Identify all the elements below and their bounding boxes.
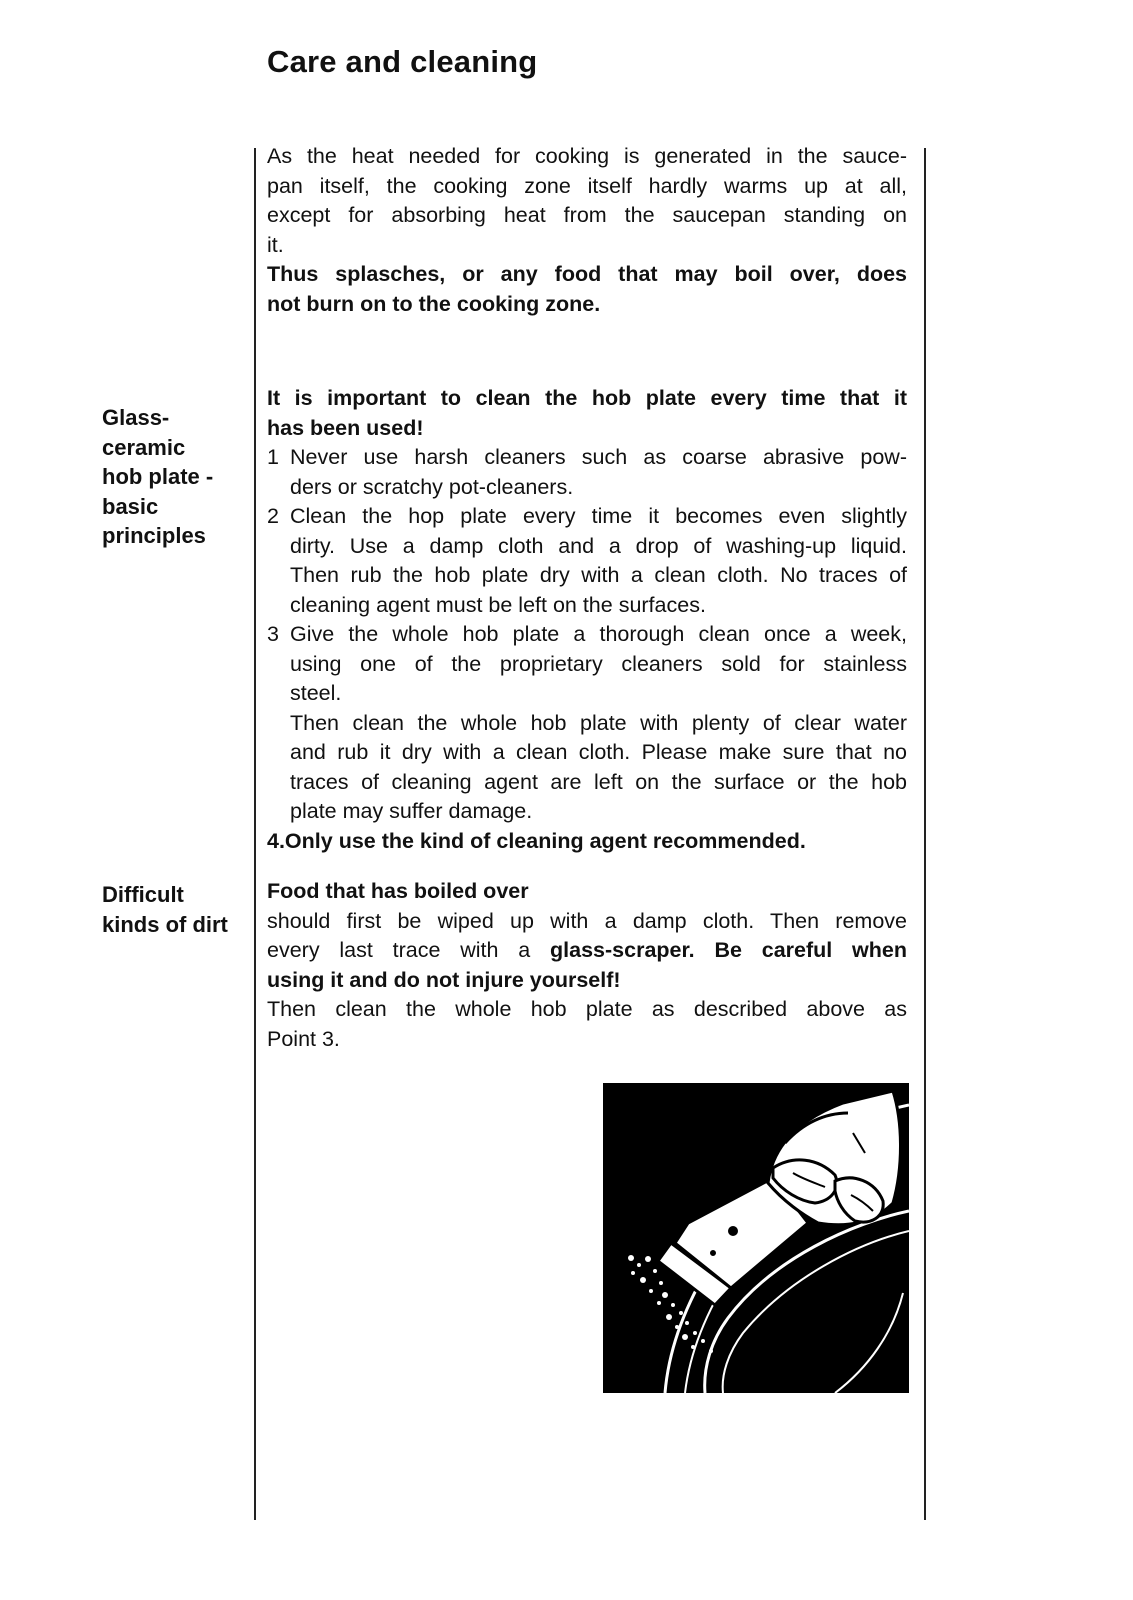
paragraph-line: Point 3. bbox=[267, 1026, 340, 1051]
intro-bold-line: not burn on to the cooking zone. bbox=[267, 291, 601, 316]
glass-scraper-warning: glass-scraper. Be careful when bbox=[550, 938, 907, 962]
intro-paragraph bbox=[267, 142, 907, 319]
paragraph-line: every last trace with a glass-scraper. Be careful when bbox=[267, 938, 907, 962]
glass-scraper-illustration-icon bbox=[603, 1083, 909, 1393]
page-title: Care and cleaning bbox=[267, 44, 538, 79]
list-item-4: 4.Only use the kind of cleaning agent recommended. bbox=[267, 828, 806, 853]
left-column-rule bbox=[254, 148, 256, 1520]
warning-line: using it and do not injure yourself! bbox=[267, 967, 621, 992]
section-heading-line: has been used! bbox=[267, 415, 424, 440]
glass-scraper-illustration bbox=[603, 1083, 909, 1393]
glass-ceramic-section bbox=[267, 384, 907, 856]
intro-bold-line: Thus splasches, or any food that may boil over, does bbox=[267, 262, 907, 286]
side-label-glass-ceramic: Glass- ceramic hob plate - basic principles bbox=[102, 405, 214, 548]
list-item-number: 3 bbox=[267, 622, 279, 646]
section-heading: Food that has boiled over bbox=[267, 879, 529, 903]
intro-line: As the heat needed for cooking is generated in the sauce- bbox=[267, 144, 907, 168]
intro-line: except for absorbing heat from the saucepan standing on bbox=[267, 203, 907, 227]
intro-line: it. bbox=[267, 232, 284, 257]
difficult-dirt-section bbox=[267, 877, 907, 1054]
section-heading-line: It is important to clean the hob plate every time that it bbox=[267, 386, 907, 410]
list-item-number: 2 bbox=[267, 504, 279, 528]
side-label-difficult-dirt: Difficult kinds of dirt bbox=[102, 882, 228, 937]
list-item-2: 2 Clean the hop plate every time it becomes even slightly dirty. Use a damp cloth and a drop of washing-up liquid. Then rub the hob plate dry with a clean cloth. No traces of cleaning agent must be left on the surfaces. bbox=[267, 504, 907, 617]
paragraph-line: should first be wiped up with a damp cloth. Then remove bbox=[267, 908, 907, 933]
intro-line: pan itself, the cooking zone itself hardly warms up at all, bbox=[267, 173, 907, 198]
list-item-number: 1 bbox=[267, 445, 279, 469]
list-item-3: 3 Give the whole hob plate a thorough clean once a week, using one of the proprietary cleaners sold for stainless steel. Then clean the whole hob plate with plenty of clear water and rub it dry with a clean cloth. Please make sure that no traces of cleaning agent are left on the surface or the hob plate may suffer damage. bbox=[267, 622, 907, 823]
right-column-rule bbox=[924, 148, 926, 1520]
paragraph-line: Then clean the whole hob plate as described above as bbox=[267, 997, 907, 1021]
list-item-1: 1 Never use harsh cleaners such as coarse abrasive pow- ders or scratchy pot-cleaners. bbox=[267, 445, 907, 499]
